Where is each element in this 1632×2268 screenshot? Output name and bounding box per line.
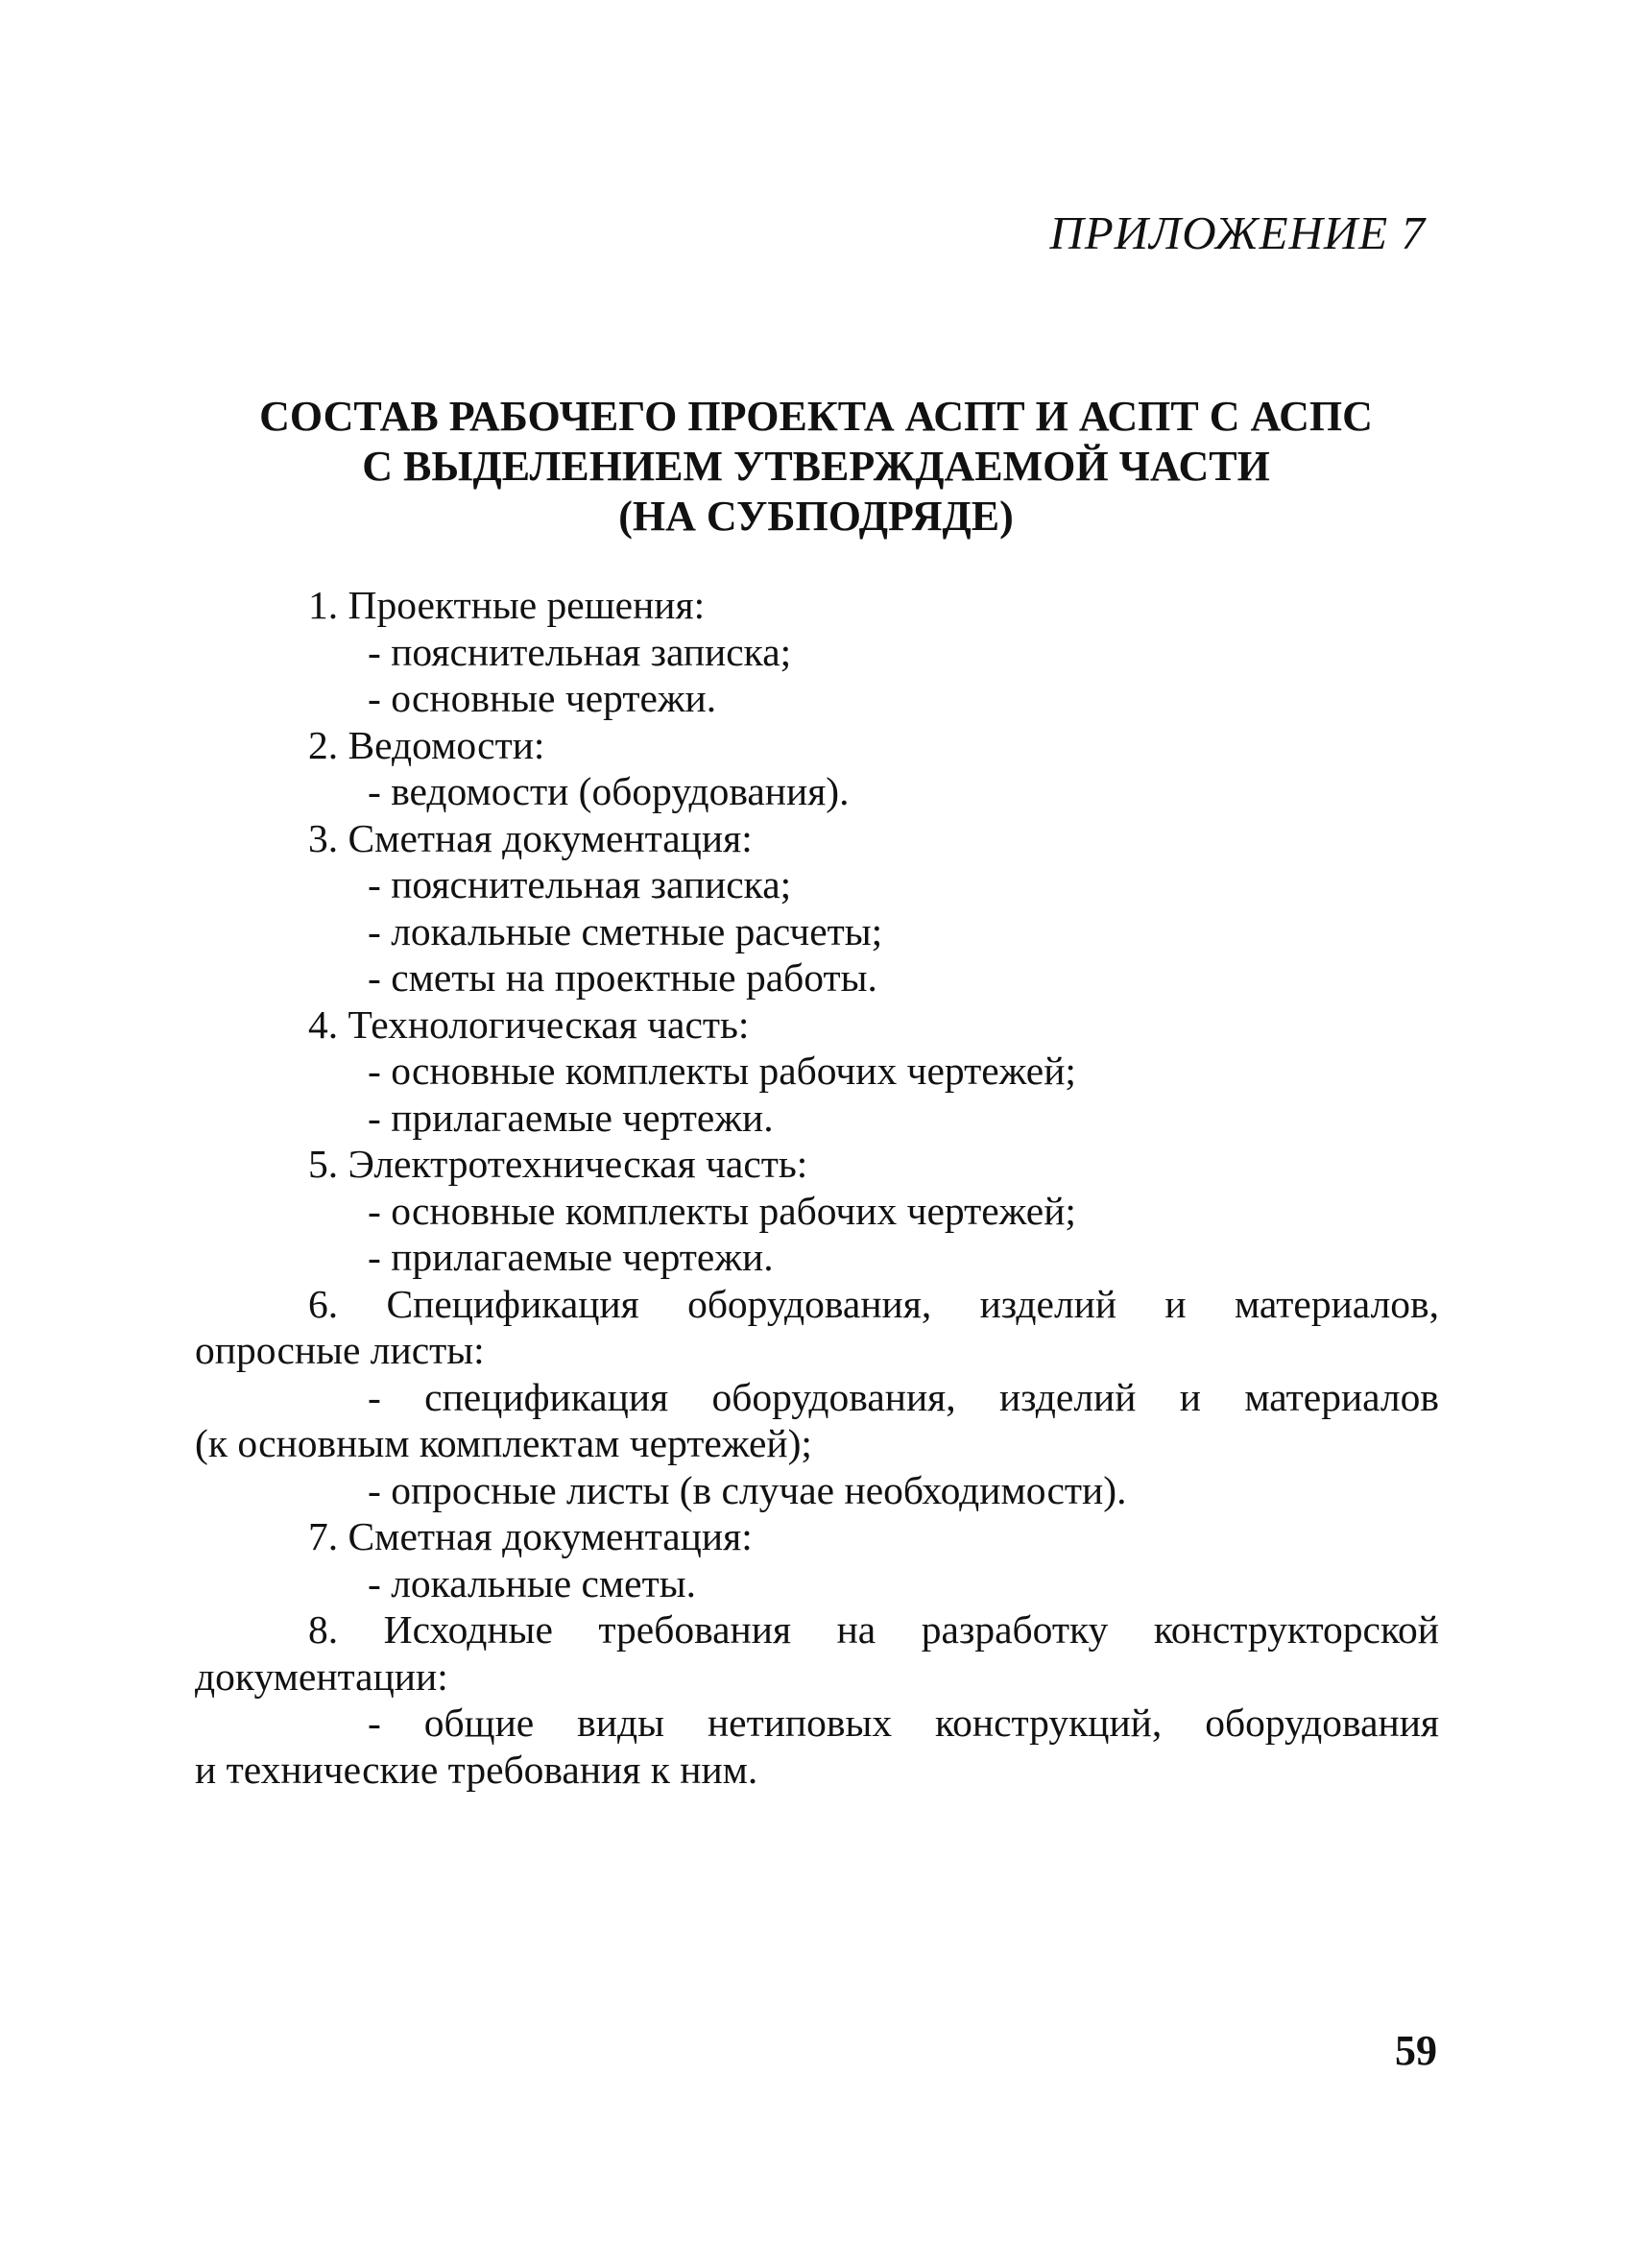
appendix-label: ПРИЛОЖЕНИЕ 7 (1049, 206, 1426, 259)
document-title (192, 392, 1440, 542)
section-heading: 5. Электротехническая часть: (308, 1142, 808, 1186)
list-item-continuation: (к основным комплектам чертежей); (195, 1421, 812, 1465)
section-heading: 3. Сметная документация: (308, 815, 753, 860)
list-item: - основные комплекты рабочих чертежей; (368, 1049, 1076, 1093)
list-item: - локальные сметы. (368, 1560, 696, 1605)
list-item: - спецификация оборудования, изделий и материалов (368, 1374, 1439, 1419)
section-heading: 8. Исходные требования на разработку конструкторской (308, 1607, 1439, 1652)
list-item: - ведомости (оборудования). (368, 769, 850, 813)
list-item: - сметы на проектные работы. (368, 955, 877, 1000)
list-item: - прилагаемые чертежи. (368, 1235, 774, 1279)
title-line-1: СОСТАВ РАБОЧЕГО ПРОЕКТА АСПТ И АСПТ С АСПС (259, 393, 1373, 440)
section-heading: 6. Спецификация оборудования, изделий и материалов, (308, 1281, 1439, 1326)
section-heading: 7. Сметная документация: (308, 1514, 753, 1558)
list-item: - общие виды нетиповых конструкций, оборудования (368, 1701, 1439, 1745)
title-line-2: С ВЫДЕЛЕНИЕМ УТВЕРЖДАЕМОЙ ЧАСТИ (362, 443, 1270, 490)
list-item: - основные комплекты рабочих чертежей; (368, 1188, 1076, 1233)
document-body (195, 582, 1439, 1793)
list-item: - локальные сметные расчеты; (368, 908, 883, 953)
list-item: - основные чертежи. (368, 676, 717, 720)
list-item: - пояснительная записка; (368, 629, 792, 674)
page-number: 59 (1395, 2027, 1437, 2074)
list-item: - прилагаемые чертежи. (368, 1095, 774, 1140)
section-heading: 1. Проектные решения: (308, 583, 706, 627)
title-line-3: (НА СУБПОДРЯДЕ) (618, 493, 1014, 540)
list-item: - опросные листы (в случае необходимости). (368, 1467, 1127, 1512)
section-heading-continuation: опросные листы: (195, 1328, 485, 1372)
list-item-continuation: и технические требования к ним. (195, 1747, 758, 1792)
section-heading-continuation: документации: (195, 1653, 448, 1699)
list-item: - пояснительная записка; (368, 862, 792, 906)
section-heading: 2. Ведомости: (308, 722, 545, 767)
section-heading: 4. Технологическая часть: (308, 1001, 750, 1047)
